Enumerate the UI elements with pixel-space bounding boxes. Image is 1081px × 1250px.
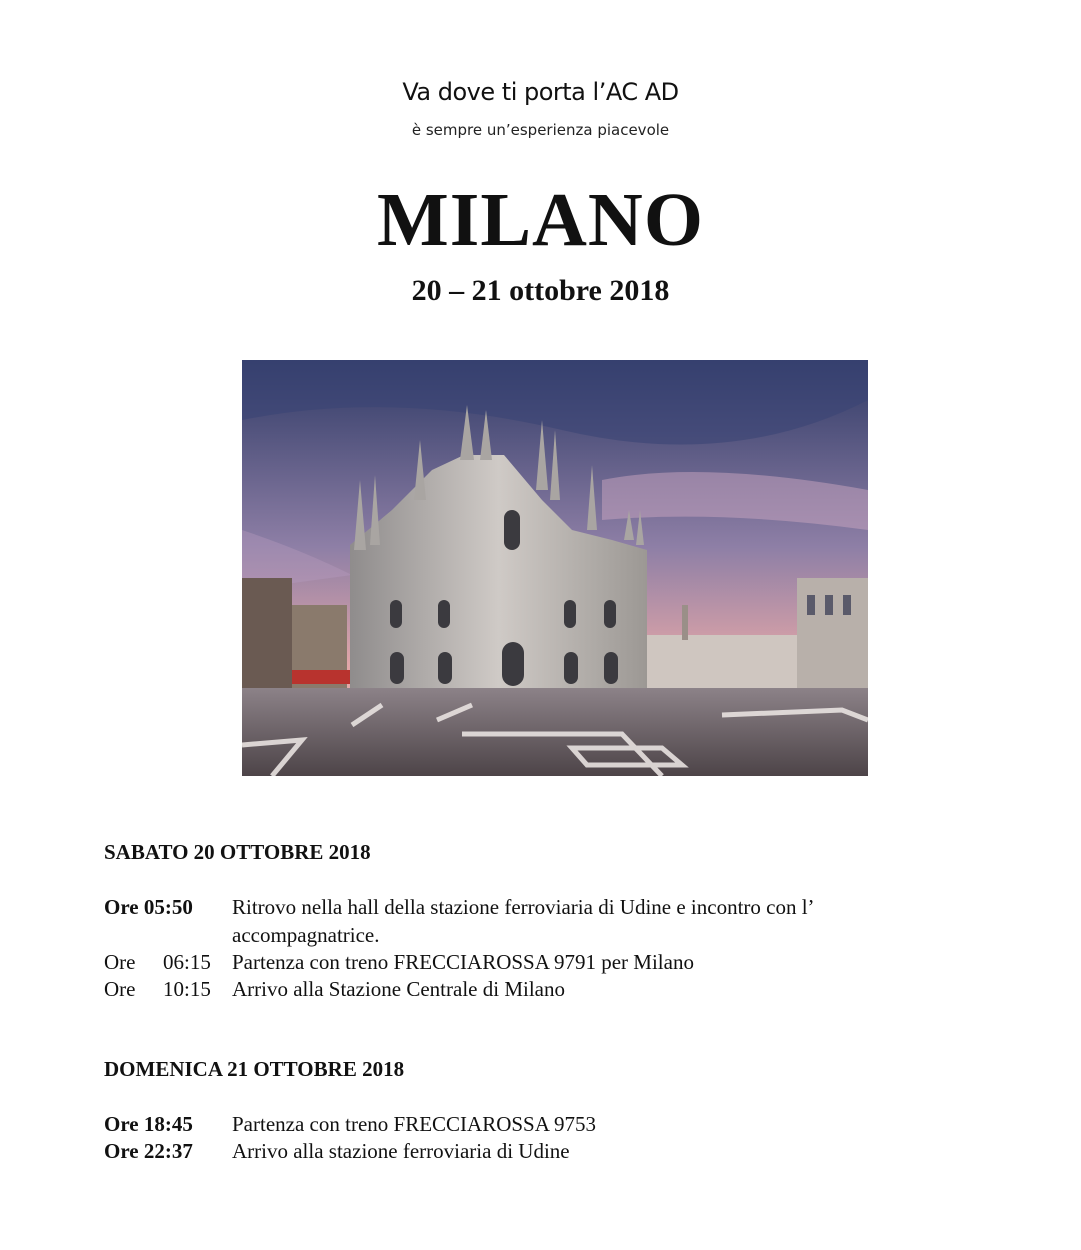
schedule-row: Ore 10:15 Arrivo alla Stazione Centrale di Milano [104, 975, 864, 1003]
page-title: MILANO [377, 178, 704, 262]
schedule-row [104, 1137, 864, 1165]
trip-dates: 20 – 21 ottobre 2018 [411, 274, 670, 307]
schedule-desc: Arrivo alla Stazione Centrale di Milano [232, 977, 565, 1001]
day2-heading: DOMENICA 21 OTTOBRE 2018 [104, 1057, 405, 1081]
duomo-photo [242, 360, 868, 776]
schedule-row [104, 1110, 864, 1138]
schedule-desc: Arrivo alla stazione ferroviaria di Udine [232, 1139, 570, 1163]
schedule-time: Ore 05:50 [104, 895, 193, 919]
schedule-desc: Ritrovo nella hall della stazione ferroviaria di Udine e incontro con l’ accompagnatrice. [232, 895, 815, 947]
duomo-illustration [242, 360, 868, 776]
schedule-row: Ore 06:15 Partenza con treno FRECCIAROSSA 9791 per Milano [104, 948, 864, 976]
schedule-time: Ore 18:45 [104, 1112, 193, 1136]
schedule-desc: Partenza con treno FRECCIAROSSA 9753 [232, 1112, 596, 1136]
schedule-desc: Partenza con treno FRECCIAROSSA 9791 per Milano [232, 950, 694, 974]
schedule-row [104, 893, 864, 949]
tagline: Va dove ti porta l’AC AD [402, 78, 679, 106]
day1-heading: SABATO 20 OTTOBRE 2018 [104, 840, 371, 864]
subtagline: è sempre un’esperienza piacevole [411, 121, 670, 139]
schedule-time: Ore 22:37 [104, 1139, 193, 1163]
